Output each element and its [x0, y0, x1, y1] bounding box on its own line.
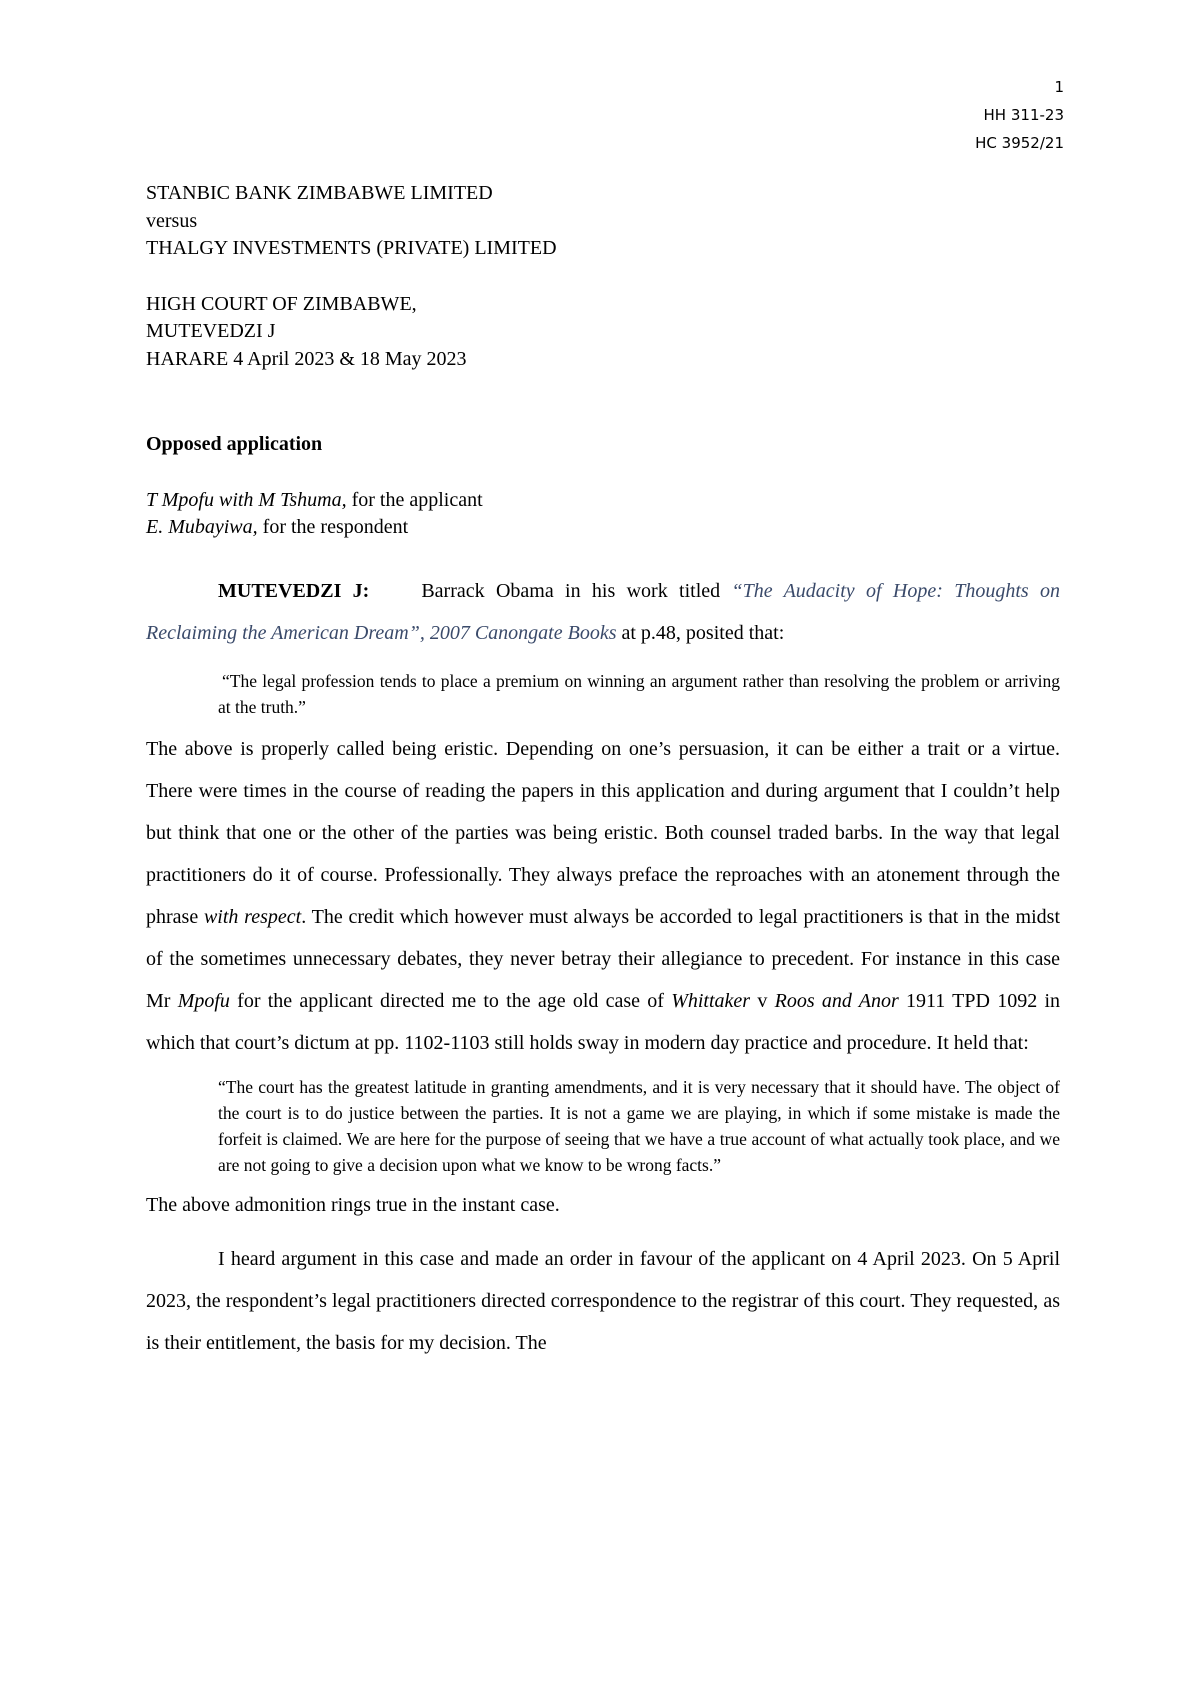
paragraph-admonition: The above admonition rings true in the instant case.	[146, 1193, 560, 1216]
opening-paragraph	[146, 570, 1060, 654]
applicant-counsel-role: for the applicant	[346, 488, 483, 511]
respondent-counsel-role: for the respondent	[257, 516, 409, 538]
respondent-counsel	[146, 514, 1060, 542]
para-2-text-3: for the applicant directed me to the age old case of	[229, 989, 672, 1012]
applicant-name: STANBIC BANK ZIMBABWE LIMITED	[146, 182, 493, 204]
case-versus: v	[750, 989, 775, 1012]
judgment-body	[146, 180, 1060, 1364]
page-number: 1	[1054, 78, 1064, 96]
matter-title: Opposed application	[146, 433, 323, 455]
respondent-name: THALGY INVESTMENTS (PRIVATE) LIMITED	[146, 237, 557, 259]
hearing-dates: HARARE 4 April 2023 & 18 May 2023	[146, 347, 467, 370]
opening-text-2: at p.48, posited that:	[616, 621, 785, 644]
para-2-text-2: . The credit which however must always be accorded to legal practitioners is that in the midst of the sometimes unnecessary debates, they never betray their allegiance to precedent. For instance in this case Mr	[146, 905, 1061, 1012]
page-header	[975, 73, 1064, 157]
case-number: HC 3952/21	[975, 134, 1064, 152]
para-2-text-1: The above is properly called being eristic. Depending on one’s persuasion, it can be either a trait or a virtue. There were times in the course of reading the papers in this application and during argument that I couldn’t help but think that one or the other of the parties was being eristic. Both counsel traded barbs. In the way that legal practitioners do it of course. Professionally. They always preface the reproaches with an atonement through the phrase	[146, 737, 1060, 928]
judge-label: MUTEVEDZI J:	[218, 579, 370, 602]
versus-label: versus	[146, 209, 198, 232]
applicant-counsel-names: T Mpofu with M Tshuma,	[146, 488, 347, 511]
judgment-reference: HH 311-23	[983, 106, 1064, 124]
counsel-block	[146, 487, 1060, 542]
paragraph-hearing: I heard argument in this case and made an order in favour of the applicant on 4 April 2023. On 5 April 2023, the respondent’s legal practitioners directed correspondence to the registrar of this court. They requested, as is their entitlement, the basis for my decision. The	[146, 1247, 1060, 1354]
paragraph-eristic	[146, 728, 1060, 1064]
court-name: HIGH COURT OF ZIMBABWE,	[146, 292, 417, 315]
opening-text-1: Barrack Obama in his work titled	[421, 579, 732, 602]
judge-name: MUTEVEDZI J	[146, 320, 276, 342]
block-quote-obama: “The legal profession tends to place a premium on winning an argument rather than resolving the problem or arriving at the truth.”	[218, 670, 1060, 717]
case-name-roos: Roos and Anor	[774, 989, 899, 1012]
applicant-counsel	[146, 487, 1060, 515]
para-2-text-4: 1911 TPD 1092 in which that court’s dictum at pp. 1102-1103 still holds sway in modern day practice and procedure. It held that:	[146, 989, 1061, 1054]
parties-block	[146, 180, 1060, 263]
case-name-whittaker: Whittaker	[671, 989, 751, 1012]
counsel-name-mpofu: Mpofu	[177, 989, 230, 1012]
respondent-counsel-names: E. Mubayiwa,	[146, 516, 258, 538]
phrase-with-respect: with respect	[203, 905, 302, 928]
block-quote-whittaker: “The court has the greatest latitude in granting amendments, and it is very necessary that it should have. The object of the court is to do justice between the parties. It is not a game we are playing, in which if some mistake is made the forfeit is claimed. We are here for the purpose of seeing that we have a true account of what actually took place, and we are not going to give a decision upon what we know to be wrong facts.”	[218, 1076, 1060, 1175]
cited-work-title: “The Audacity of Hope: Thoughts on Reclaiming the American Dream”, 2007 Canongate Books	[146, 579, 1060, 644]
court-block	[146, 291, 1060, 374]
